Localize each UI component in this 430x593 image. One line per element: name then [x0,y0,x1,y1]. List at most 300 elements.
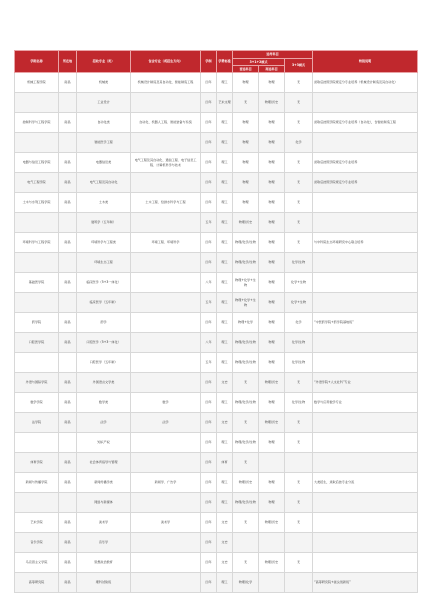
cell-tuition: 文史 [217,373,233,393]
table-row [15,333,418,353]
cell-major: 知识产权 [77,433,131,453]
cell-major: 环境科学与工程类 [77,233,131,253]
cell-second [259,573,285,593]
cell-years: 四年 [201,133,217,153]
header-tuition: 学费标准 [217,51,233,73]
cell-college: 数学学院 [15,393,59,413]
cell-college: 艺术学院 [15,513,59,533]
cell-mode33: 无 [285,233,313,253]
cell-campus: 南昌 [59,513,77,533]
cell-remarks [313,453,418,473]
cell-first: 物理/化学/生物 [233,233,259,253]
cell-tuition: 理工 [217,233,233,253]
cell-first: 物理/化学 [233,573,259,593]
cell-major: 美术学 [77,513,131,533]
table-row [15,253,418,273]
cell-campus [59,293,77,313]
cell-mode33: 化学 [285,313,313,333]
cell-mode33: 化学+生物 [285,273,313,293]
cell-mode33: 无 [285,213,313,233]
cell-tuition: 理工 [217,133,233,153]
cell-first: 物理 [233,113,259,133]
cell-second: 物理 [259,233,285,253]
cell-second: 物理/历史 [259,93,285,113]
cell-remarks [313,533,418,553]
cell-tuition: 理工 [217,473,233,493]
cell-major: 外国语言文学类 [77,373,131,393]
cell-subjects [131,333,201,353]
cell-tuition: 理工 [217,493,233,513]
cell-campus: 南昌 [59,373,77,393]
cell-college: 外语与国际学院 [15,373,59,393]
cell-college: 环境科学与工程学院 [15,233,59,253]
cell-mode33 [285,573,313,593]
cell-subjects: 机械设计制造及其自动化、智能制造工程 [131,73,201,93]
cell-first: 物理/历史 [233,213,259,233]
cell-first: 物理/化学/生物 [233,353,259,373]
cell-mode33: 化学/生物 [285,353,313,373]
cell-subjects [131,173,201,193]
cell-campus [59,253,77,273]
cell-years: 五年 [201,293,217,313]
cell-college [15,213,59,233]
cell-remarks [313,93,418,113]
cell-college: 音乐学院 [15,533,59,553]
cell-years: 四年 [201,313,217,333]
cell-first: 物理/化学/生物 [233,333,259,353]
cell-subjects [131,533,201,553]
table-row [15,413,418,433]
cell-college [15,293,59,313]
cell-second: 物理/历史 [259,553,285,573]
cell-major: 土木类 [77,193,131,213]
cell-subjects [131,453,201,473]
cell-college [15,133,59,153]
cell-college: 法学院 [15,413,59,433]
cell-first: 物理/化学/生物 [233,493,259,513]
cell-tuition: 理工 [217,273,233,293]
cell-remarks [313,273,418,293]
cell-years: 四年 [201,493,217,513]
cell-college [15,93,59,113]
header-major: 招收专业（类） [77,51,131,73]
cell-campus: 南昌 [59,313,77,333]
cell-tuition: 理工 [217,313,233,333]
cell-subjects [131,353,201,373]
cell-tuition: 理工 [217,433,233,453]
cell-remarks: “中医药学院+药学院基地班” [313,313,418,333]
cell-major: 智能医学工程 [77,133,131,153]
cell-college: 马克思主义学院 [15,553,59,573]
cell-second: 物理 [259,393,285,413]
cell-subjects [131,273,201,293]
cell-years: 四年 [201,113,217,133]
cell-years: 四年 [201,193,217,213]
cell-campus [59,93,77,113]
cell-campus: 南昌 [59,73,77,93]
cell-major: 网络与新媒体 [77,493,131,513]
cell-mode33: 化学 [285,133,313,153]
cell-campus [59,493,77,513]
cell-subjects: 自动化、机器人工程、智能装备与系统 [131,113,201,133]
header-subjects: 包含专业（或招生方向） [131,51,201,73]
admissions-table-sheet [14,50,417,593]
table-row [15,373,418,393]
cell-campus: 南昌 [59,333,77,353]
cell-campus: 南昌 [59,553,77,573]
cell-tuition: 理工 [217,393,233,413]
cell-subjects: 法学 [131,413,201,433]
cell-years: 四年 [201,73,217,93]
cell-major: 新闻传播学类 [77,473,131,493]
cell-remarks [313,333,418,353]
table-row [15,273,418,293]
table-row [15,553,418,573]
cell-years: 五年 [201,353,217,373]
cell-years: 四年 [201,573,217,593]
cell-first: 物理 [233,193,259,213]
cell-subjects [131,293,201,313]
cell-subjects [131,373,201,393]
cell-years: 四年 [201,413,217,433]
cell-second: 物理 [259,473,285,493]
table-body [15,73,418,593]
cell-second [259,533,285,553]
cell-campus: 南昌 [59,573,77,593]
table-row [15,453,418,473]
table-row [15,113,418,133]
cell-remarks: 大类招生，录取后按专业分流 [313,473,418,493]
cell-campus: 南昌 [59,453,77,473]
cell-major: 药学 [77,313,131,333]
table-row [15,573,418,593]
cell-second: 物理 [259,133,285,153]
table-row [15,533,418,553]
cell-college: 药学院 [15,313,59,333]
cell-college: 电气工程学院 [15,173,59,193]
cell-subjects [131,313,201,333]
cell-remarks [313,293,418,313]
cell-college [15,433,59,453]
table-row [15,233,418,253]
cell-years: 四年 [201,153,217,173]
cell-mode33: 无 [285,513,313,533]
cell-first: 物理/化学/生物 [233,253,259,273]
cell-second: 物理 [259,333,285,353]
cell-campus: 南昌 [59,413,77,433]
header-remarks: 特别说明 [313,51,418,73]
cell-remarks [313,193,418,213]
cell-subjects [131,133,201,153]
cell-tuition: 理工 [217,73,233,93]
cell-tuition: 文史 [217,513,233,533]
cell-second: 物理/历史 [259,373,285,393]
cell-tuition: 理工 [217,173,233,193]
cell-second: 物理 [259,253,285,273]
cell-campus [59,353,77,373]
table-row [15,93,418,113]
cell-remarks [313,133,418,153]
table-row [15,213,418,233]
cell-remarks [313,253,418,273]
cell-second: 物理 [259,173,285,193]
header-mode-33: 3+3模式 [285,59,313,73]
cell-major: 理科试验班 [77,573,131,593]
cell-years: 八年 [201,333,217,353]
cell-second [259,453,285,473]
cell-campus [59,133,77,153]
cell-tuition: 理工 [217,573,233,593]
header-second-choice: 再选科目 [259,66,285,73]
cell-remarks [313,493,418,513]
cell-major: 临床医学（5+3一体化） [77,273,131,293]
cell-second: 物理 [259,73,285,93]
cell-subjects: 美术学 [131,513,201,533]
cell-subjects [131,93,201,113]
cell-campus [59,213,77,233]
table-row [15,493,418,513]
cell-first: 无 [233,93,259,113]
header-years: 学制 [201,51,217,73]
cell-first: 无 [233,513,259,533]
cell-second: 物理 [259,293,285,313]
cell-mode33: 化学/生物 [285,253,313,273]
cell-mode33: 无 [285,553,313,573]
cell-tuition: 理工 [217,193,233,213]
cell-years: 四年 [201,553,217,573]
table-row [15,353,418,373]
cell-college [15,253,59,273]
cell-college: 高等研究院 [15,573,59,593]
cell-college: 口腔医学院 [15,333,59,353]
cell-remarks [313,513,418,533]
cell-major: 思想政治教育 [77,553,131,573]
cell-tuition: 理工 [217,153,233,173]
cell-mode33: 无 [285,93,313,113]
cell-campus: 南昌 [59,193,77,213]
cell-subjects [131,253,201,273]
cell-remarks: “外语学院+人文社科”专业 [313,373,418,393]
table-row [15,153,418,173]
cell-years: 四年 [201,513,217,533]
cell-second: 物理/历史 [259,513,285,533]
cell-years: 四年 [201,473,217,493]
cell-mode33: 无 [285,113,313,133]
cell-remarks [313,433,418,453]
cell-mode33: 无 [285,493,313,513]
cell-college [15,493,59,513]
cell-mode33: 无 [285,173,313,193]
cell-major: 口腔医学（五年制） [77,353,131,373]
cell-college: 基础医学院 [15,273,59,293]
cell-first: 物理+化学+生物 [233,293,259,313]
cell-first: 无 [233,413,259,433]
table-row [15,393,418,413]
cell-first: 物理/历史 [233,473,259,493]
cell-major: 数学类 [77,393,131,413]
cell-years: 四年 [201,393,217,413]
cell-mode33 [285,453,313,473]
cell-second: 物理 [259,353,285,373]
table-row [15,313,418,333]
cell-second: 物理 [259,433,285,453]
cell-major: 音乐学 [77,533,131,553]
cell-college: 土木与水利工程学院 [15,193,59,213]
cell-years: 八年 [201,273,217,293]
cell-first: 物理 [233,73,259,93]
cell-subjects: 环境工程、环境科学 [131,233,201,253]
cell-major: 工业设计 [77,93,131,113]
cell-first: 物理+化学+生物 [233,273,259,293]
cell-subjects: 数学 [131,393,201,413]
cell-mode33: 化学/生物 [285,393,313,413]
cell-years: 五年 [201,213,217,233]
cell-tuition: 理工 [217,333,233,353]
cell-mode33: 无 [285,373,313,393]
cell-campus: 南昌 [59,473,77,493]
cell-first: 物理 [233,133,259,153]
cell-years: 四年 [201,373,217,393]
cell-years: 四年 [201,433,217,453]
cell-first: 物理/化学/生物 [233,393,259,413]
header-mode-312: 3+1+2模式 [233,59,285,66]
cell-tuition: 艺术文理 [217,93,233,113]
cell-subjects [131,213,201,233]
cell-major: 临床医学（五年制） [77,293,131,313]
cell-major: 电器信息类 [77,153,131,173]
cell-remarks [313,413,418,433]
cell-remarks [313,553,418,573]
cell-remarks: 与中科院生态环境研究中心联合培养 [313,233,418,253]
cell-major: 电气工程及其自动化 [77,173,131,193]
cell-second: 物理 [259,193,285,213]
cell-years: 四年 [201,453,217,473]
cell-campus: 南昌 [59,233,77,253]
header-first-choice: 首选科目 [233,66,259,73]
cell-years: 四年 [201,173,217,193]
cell-subjects: 电气工程及其自动化、通信工程、电子信息工程、计算机科学与技术 [131,153,201,173]
cell-mode33: 无 [285,413,313,433]
cell-tuition: 理工 [217,113,233,133]
cell-second: 物理 [259,493,285,513]
cell-mode33: 无 [285,73,313,93]
table-row [15,473,418,493]
cell-campus: 南昌 [59,533,77,553]
cell-major: 建筑学（五年制） [77,213,131,233]
table-row [15,173,418,193]
cell-mode33: 无 [285,473,313,493]
cell-first [233,533,259,553]
cell-first: 无 [233,373,259,393]
cell-remarks: “高等研究院+拔尖创新班” [313,573,418,593]
header-college: 学院名称 [15,51,59,73]
cell-major: 自动化类 [77,113,131,133]
table-row [15,513,418,533]
cell-tuition: 文史 [217,533,233,553]
cell-college: 电器与信息工程学院 [15,153,59,173]
cell-first: 物理+化学 [233,313,259,333]
cell-remarks: 录取后按照学院规定分专业培养（自动化），含智能制造工程 [313,113,418,133]
header-campus: 所在地 [59,51,77,73]
cell-major: 口腔医学（5+3一体化） [77,333,131,353]
cell-tuition: 体育 [217,453,233,473]
table-row [15,73,418,93]
cell-tuition: 理工 [217,253,233,273]
cell-tuition: 理工 [217,213,233,233]
cell-subjects [131,553,201,573]
cell-campus: 南昌 [59,153,77,173]
cell-remarks: 录取后按照学院规定分专业培养（机械设计制造及其自动化） [313,73,418,93]
cell-subjects [131,433,201,453]
cell-first: 物理 [233,173,259,193]
cell-subjects [131,573,201,593]
cell-mode33: 化学/生物 [285,333,313,353]
cell-college: 体育学院 [15,453,59,473]
table-row [15,193,418,213]
cell-first: 物理 [233,153,259,173]
header-selection-group: 选考科目 [233,51,313,59]
cell-second: 物理 [259,273,285,293]
cell-remarks: 数学与应用数学专业 [313,393,418,413]
cell-tuition: 文史 [217,413,233,433]
table-row [15,433,418,453]
cell-second: 物理 [259,153,285,173]
cell-college [15,353,59,373]
cell-remarks: 录取后按照学院规定分专业培养 [313,173,418,193]
cell-second: 物理/历史 [259,413,285,433]
cell-subjects: 新闻学、广告学 [131,473,201,493]
cell-campus: 南昌 [59,393,77,413]
cell-subjects [131,493,201,513]
cell-major: 社会体育指导与管理 [77,453,131,473]
cell-campus [59,433,77,453]
admissions-table [14,50,418,593]
cell-second: 物理 [259,113,285,133]
cell-mode33 [285,533,313,553]
cell-campus: 南昌 [59,273,77,293]
cell-college: 机械工程学院 [15,73,59,93]
cell-major: 机械类 [77,73,131,93]
cell-first: 物理/化学/生物 [233,433,259,453]
cell-campus: 南昌 [59,173,77,193]
cell-years: 四年 [201,533,217,553]
cell-remarks [313,353,418,373]
table-row [15,293,418,313]
cell-remarks [313,213,418,233]
cell-second: 物理 [259,313,285,333]
cell-years: 四年 [201,93,217,113]
cell-mode33: 无 [285,193,313,213]
cell-college: 控制科学与工程学院 [15,113,59,133]
cell-mode33: 无 [285,153,313,173]
cell-second: 物理 [259,213,285,233]
cell-years: 四年 [201,233,217,253]
cell-mode33: 化学+生物 [285,293,313,313]
cell-college: 新闻与传播学院 [15,473,59,493]
table-row [15,133,418,153]
cell-first: 无 [233,453,259,473]
cell-mode33: 无 [285,433,313,453]
cell-first: 无 [233,553,259,573]
cell-tuition: 理工 [217,353,233,373]
cell-subjects: 土木工程、给排水科学与工程 [131,193,201,213]
cell-remarks: 录取后按照学院规定分专业培养 [313,153,418,173]
cell-years: 四年 [201,253,217,273]
cell-major: 法学 [77,413,131,433]
cell-campus: 南昌 [59,113,77,133]
cell-tuition: 文史 [217,553,233,573]
cell-major: 环境生态工程 [77,253,131,273]
